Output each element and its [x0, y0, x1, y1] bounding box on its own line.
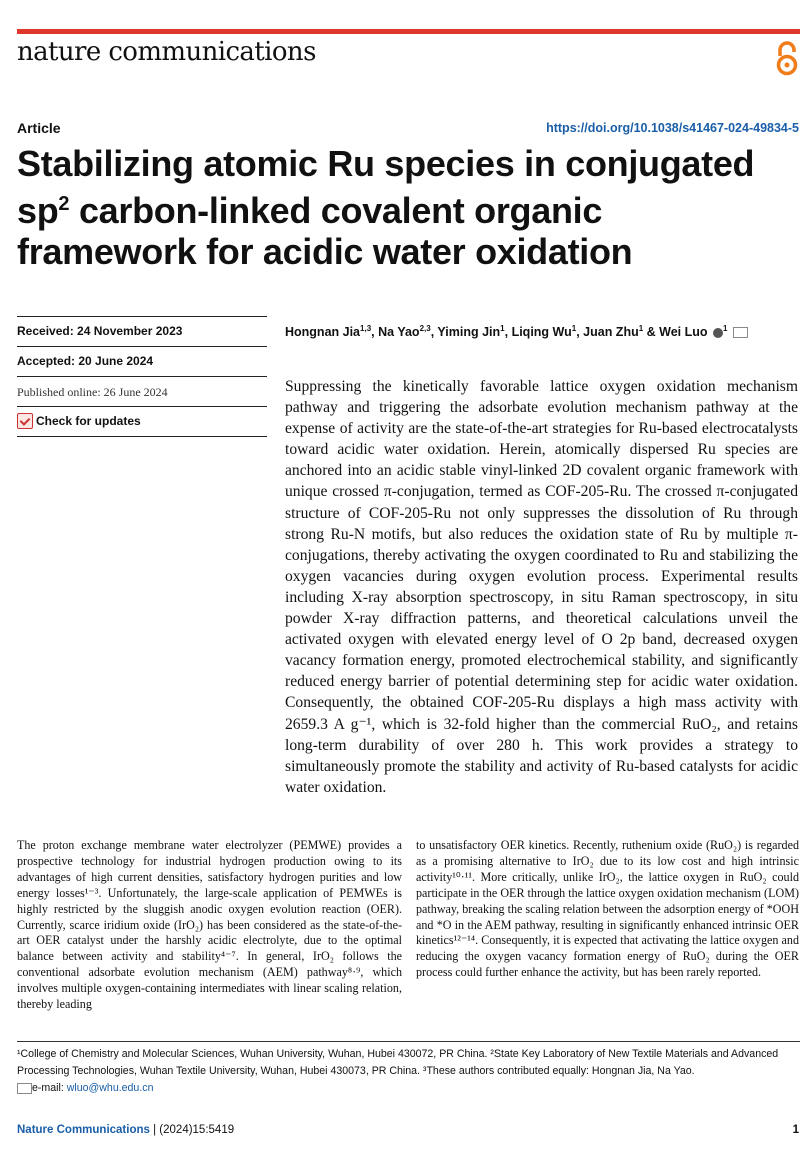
meta-divider [17, 436, 267, 437]
title-line-1: Stabilizing atomic Ru species in conjugated [17, 143, 755, 184]
open-access-icon[interactable] [774, 40, 800, 76]
received-date: Received: 24 November 2023 [17, 324, 183, 338]
body-column-1: The proton exchange membrane water electrolyzer (PEMWE) provides a prospective technology for industrial hydrogen production owing to its advantages of high current densities, satisfactory hydrogen purities and low energy losses¹⁻³. Unfortunately, the large-scale application of PEMWEs is highly restricted by the sluggish anodic oxygen evolution reaction (OER). Currently, scarce iridium oxide (IrO₂) has been considered as the state-of-the-art OER catalyst under the harshly acidic electrolyte, due to the optimal balance between activity and stability⁴⁻⁷. In general, IrO₂ follows the conventional adsorbate evolution mechanism (AEM) pathway⁸·⁹, which involves multiple oxygen-containing intermediates with linear scaling relation, thereby leading [17, 838, 402, 1012]
title-line-3: framework for acidic water oxidation [17, 231, 633, 272]
author-name[interactable]: Wei Luo [659, 325, 708, 340]
article-type: Article [17, 120, 61, 136]
abstract: Suppressing the kinetically favorable lattice oxygen oxidation mechanism pathway and triggering the adsorbate evolution mechanism pathway at the expense of activity are the state-of-the-art strategies for Ru-based electrocatalysts toward acidic water oxidation. Herein, atomically dispersed Ru species are anchored into an acidic stable vinyl-linked 2D covalent organic framework with unique crossed π-conjugation, termed as COF-205-Ru. The crossed π-conjugated structure of COF-205-Ru not only suppresses the dissolution of Ru through strong Ru-N motifs, but also reduces the oxidation state of Ru by multiple π-conjugations, thereby activating the oxygen coordinated to Ru and stabilizing the oxygen vacancies during oxygen evolution process. Experimental results including X-ray absorption spectroscopy, in situ Raman spectroscopy, in situ powder X-ray diffraction patterns, and theoretical calculations unveil the activated oxygen with elevated energy level of O 2p band, decreased oxygen vacancy formation energy, promoted electrochemical stability, and significantly reduced energy barrier of potential determining step for acidic water oxidation. Consequently, the obtained COF-205-Ru displays a high mass activity with 2659.3 A g⁻¹, which is 32-fold higher than the commercial RuO₂, and retains long-term durability of over 280 h. This work provides a strategy to simultaneously promote the stability and activity of Ru-based catalysts for acidic water oxidation. [285, 378, 798, 796]
author-list: Hongnan Jia$^{1,3}$, Na Yao$^{2,3}$, Yiming Jin$^1$, Liqing Wu$^1$, Juan Zhu$^1$ & Wei Luo $^1$ [285, 324, 748, 339]
affiliations-text: ¹College of Chemistry and Molecular Sciences, Wuhan University, Wuhan, Hubei 430072, PR China. ²State Key Laboratory of New Textile Materials and Advanced Processing Technologies, Wuhan Textile University, Wuhan, Hubei 430073, PR China. ³These authors contributed equally: Hongnan Jia, Na Yao. [17, 1048, 779, 1077]
author-name[interactable]: Yiming Jin [437, 325, 501, 340]
doi-link[interactable]: https://doi.org/10.1038/s41467-024-49834-5 [546, 121, 799, 135]
title-line-2: $sp^2$ carbon-linked covalent organic [17, 190, 603, 231]
published-date: Published online: 26 June 2024 [17, 385, 168, 399]
check-for-updates-button[interactable] [17, 413, 141, 429]
meta-divider [17, 346, 267, 347]
page-number: 1 [792, 1124, 799, 1136]
footer-volume: | (2024)15:5419 [149, 1124, 235, 1136]
mail-icon [17, 1083, 32, 1094]
author-name[interactable]: Liqing Wu [511, 325, 572, 340]
check-updates-icon [17, 413, 33, 429]
meta-divider [17, 316, 267, 317]
meta-divider [17, 406, 267, 407]
author-name[interactable]: Na Yao [378, 325, 420, 340]
footer-citation [17, 1124, 234, 1136]
header-accent-bar [17, 29, 800, 34]
article-title [17, 143, 797, 272]
accepted-date: Accepted: 20 June 2024 [17, 354, 154, 368]
affiliations [17, 1046, 800, 1097]
email-label: e-mail: [32, 1082, 67, 1094]
check-updates-label: Check for updates [36, 414, 141, 428]
author-name[interactable]: Hongnan Jia [285, 325, 361, 340]
journal-name: nature communications [17, 37, 316, 67]
email-link[interactable]: wluo@whu.edu.cn [66, 1082, 154, 1094]
body-column-2: to unsatisfactory OER kinetics. Recently, ruthenium oxide (RuO₂) is regarded as a promising alternative to IrO₂ due to its low cost and high intrinsic activity¹⁰·¹¹. More critically, unlike IrO₂, the lattice oxygen in RuO₂ could participate in the OER through the lattice oxygen oxidation mechanism (LOM) pathway, breaking the scaling relation between the adsorption energy of *OOH and *O in the AEM pathway, resulting in significantly enhanced intrinsic OER kinetics¹²⁻¹⁴. Consequently, it is expected that activating the lattice oxygen and reducing the oxygen vacancy formation energy of RuO₂ during the OER process could further enhance the activity, but has been rarely reported. [416, 838, 799, 980]
orcid-icon[interactable] [713, 328, 723, 338]
author-name[interactable]: Juan Zhu [583, 325, 639, 340]
meta-divider [17, 376, 267, 377]
footnote-divider [17, 1041, 800, 1042]
footer-journal[interactable]: Nature Communications [17, 1124, 150, 1136]
mail-icon[interactable] [733, 327, 748, 338]
